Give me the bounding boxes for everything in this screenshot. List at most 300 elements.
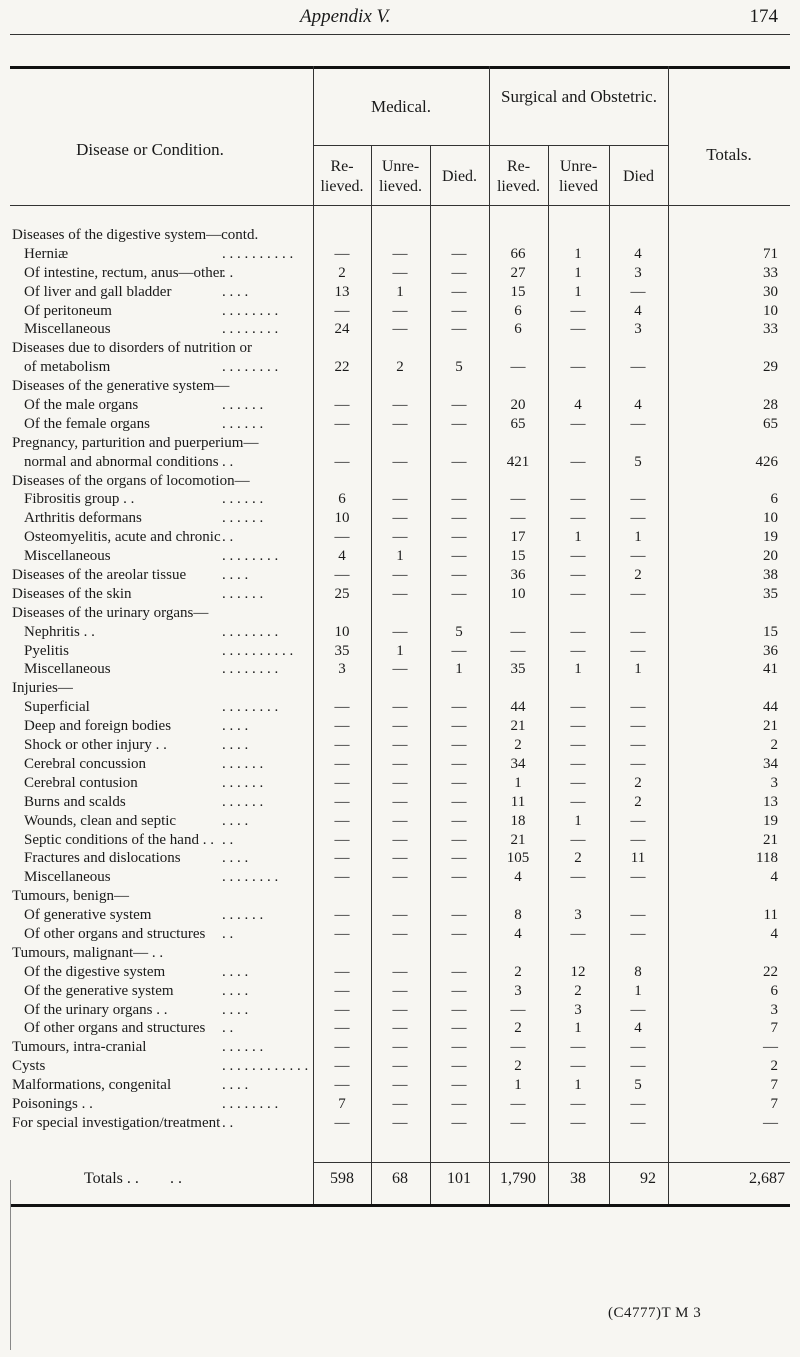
row-value: 105: [506, 850, 530, 867]
row-value: 421: [506, 453, 530, 470]
row-value: —: [510, 359, 526, 376]
table-row: [12, 812, 790, 831]
leader-dots: . . . . . .: [222, 397, 264, 414]
row-value: 38: [763, 567, 778, 584]
row-value: —: [451, 321, 467, 338]
table-row: [12, 831, 790, 850]
row-value: —: [451, 869, 467, 886]
table-row: [12, 679, 790, 698]
row-label: Miscellaneous: [24, 661, 111, 678]
row-value: —: [570, 642, 586, 659]
row-value: —: [570, 1058, 586, 1075]
row-value: —: [392, 963, 408, 980]
row-label: Pregnancy, parturition and puerperium—: [12, 434, 259, 451]
row-label: Of the urinary organs . .: [24, 1001, 168, 1018]
row-value: 3: [574, 1001, 582, 1018]
page-number: 174: [749, 6, 778, 27]
row-value: —: [451, 850, 467, 867]
row-value: —: [451, 302, 467, 319]
row-value: —: [510, 1001, 526, 1018]
row-value: 2: [770, 737, 778, 754]
row-value: —: [392, 397, 408, 414]
row-value: —: [570, 510, 586, 527]
row-value: 8: [514, 907, 522, 924]
row-label: Fractures and dislocations: [24, 850, 181, 867]
leader-dots: . . . . . . . .: [222, 548, 279, 565]
row-value: 44: [510, 699, 526, 716]
row-value: 1: [574, 661, 582, 678]
leader-dots: . .: [222, 264, 234, 281]
row-value: —: [451, 585, 467, 602]
row-value: 4: [634, 397, 642, 414]
row-value: —: [570, 1095, 586, 1112]
row-value: —: [451, 1058, 467, 1075]
row-value: —: [334, 699, 350, 716]
leader-dots: . .: [222, 453, 234, 470]
row-label: Wounds, clean and septic: [24, 812, 177, 829]
disease-column-header: Disease or Condition.: [76, 140, 224, 159]
row-value: 27: [510, 264, 526, 281]
row-value: —: [630, 737, 646, 754]
row-value: —: [392, 1095, 408, 1112]
row-label: Of other organs and structures: [24, 1020, 206, 1037]
row-value: —: [630, 831, 646, 848]
row-value: 44: [763, 699, 778, 716]
table-row: [12, 490, 790, 509]
row-value: 1: [634, 661, 642, 678]
row-value: —: [334, 737, 350, 754]
row-value: —: [630, 585, 646, 602]
leader-dots: . . . . . . . .: [222, 623, 279, 640]
row-value: —: [392, 529, 408, 546]
row-value: 3: [338, 661, 346, 678]
row-value: 1: [634, 982, 642, 999]
leader-dots: . .: [222, 1114, 234, 1131]
row-value: —: [570, 359, 586, 376]
row-value: —: [334, 982, 350, 999]
totals-leader-dots: . .: [170, 1170, 182, 1187]
row-value: 36: [763, 642, 778, 659]
row-value: —: [570, 453, 586, 470]
leader-dots: . . . . . . . . . .: [222, 642, 294, 659]
row-label: Tumours, malignant— . .: [12, 944, 164, 961]
table-row: [12, 1114, 790, 1133]
row-value: —: [392, 1114, 408, 1131]
row-value: 5: [455, 623, 463, 640]
row-value: —: [630, 925, 646, 942]
table-row: [12, 1095, 790, 1114]
leader-dots: . . . . . .: [222, 510, 264, 527]
row-label: of metabolism: [24, 359, 111, 376]
row-value: —: [570, 793, 586, 810]
row-value: —: [334, 245, 350, 262]
row-value: —: [451, 264, 467, 281]
row-label: Of the digestive system: [24, 963, 166, 980]
row-value: —: [451, 1001, 467, 1018]
row-value: —: [392, 585, 408, 602]
row-value: 28: [763, 397, 778, 414]
leader-dots: . . . . . . . . . . . .: [222, 1058, 309, 1075]
row-value: 1: [574, 529, 582, 546]
row-value: —: [334, 812, 350, 829]
row-value: —: [763, 1039, 778, 1056]
row-label: Of the generative system: [24, 982, 174, 999]
row-value: —: [451, 831, 467, 848]
margin-line: [10, 1180, 11, 1350]
row-value: —: [570, 302, 586, 319]
row-value: —: [334, 1039, 350, 1056]
row-value: 35: [763, 585, 778, 602]
medical-died-header: Died.: [441, 168, 478, 185]
table-row: [12, 1057, 790, 1076]
row-value: —: [451, 245, 467, 262]
row-value: 21: [763, 831, 778, 848]
row-value: 3: [770, 774, 778, 791]
row-value: 11: [510, 793, 526, 810]
table-row: [12, 1001, 790, 1020]
table-row: [12, 434, 790, 453]
leader-dots: . . . .: [222, 812, 249, 829]
row-value: —: [334, 963, 350, 980]
row-value: 2: [514, 963, 522, 980]
row-value: 33: [763, 264, 778, 281]
row-label: Nephritis . .: [24, 623, 95, 640]
row-value: 25: [334, 585, 350, 602]
row-label: Of peritoneum: [24, 302, 112, 319]
row-value: —: [451, 397, 467, 414]
row-value: —: [630, 1001, 646, 1018]
row-value: 1: [396, 548, 404, 565]
table-row: [12, 1038, 790, 1057]
leader-dots: . . . . . .: [222, 774, 264, 791]
row-label: Fibrositis group . .: [24, 491, 135, 508]
row-value: —: [510, 510, 526, 527]
row-value: —: [334, 755, 350, 772]
leader-dots: . . . . . . . .: [222, 302, 279, 319]
leader-dots: . . . . . . . .: [222, 1095, 279, 1112]
row-value: —: [334, 907, 350, 924]
row-value: —: [392, 774, 408, 791]
row-value: —: [392, 699, 408, 716]
row-value: 33: [763, 321, 778, 338]
row-value: 8: [634, 963, 642, 980]
row-value: —: [630, 812, 646, 829]
leader-dots: . . . . . . . .: [222, 359, 279, 376]
row-value: 2: [338, 264, 346, 281]
table-row: [12, 925, 790, 944]
row-value: 6: [770, 491, 778, 508]
totals-medical-died: 101: [447, 1170, 471, 1187]
row-value: —: [630, 283, 646, 300]
row-value: —: [570, 699, 586, 716]
row-value: —: [334, 831, 350, 848]
row-value: —: [570, 548, 586, 565]
row-value: 21: [510, 718, 526, 735]
row-value: 3: [770, 1001, 778, 1018]
table-row: [12, 698, 790, 717]
table-row: [12, 642, 790, 661]
leader-dots: . . . . . .: [222, 793, 264, 810]
row-value: —: [630, 907, 646, 924]
row-value: —: [392, 718, 408, 735]
row-value: 4: [338, 548, 346, 565]
row-value: 22: [763, 963, 778, 980]
row-label: Deep and foreign bodies: [24, 718, 172, 735]
row-value: —: [451, 1095, 467, 1112]
table-row: [12, 963, 790, 982]
row-value: 1: [455, 661, 463, 678]
row-value: 2: [574, 982, 582, 999]
row-value: 2: [770, 1058, 778, 1075]
table-row: [12, 264, 790, 283]
row-value: —: [392, 737, 408, 754]
row-label: Septic conditions of the hand . .: [24, 831, 214, 848]
table-row: [12, 585, 790, 604]
leader-dots: . . . . . . . .: [222, 699, 279, 716]
row-value: —: [630, 718, 646, 735]
row-value: 5: [455, 359, 463, 376]
leader-dots: . . . .: [222, 283, 249, 300]
row-label: Cysts: [12, 1058, 46, 1075]
table-top-rule: [10, 66, 790, 69]
leader-dots: . . . .: [222, 718, 249, 735]
leader-dots: . . . . . .: [222, 585, 264, 602]
row-value: —: [510, 491, 526, 508]
row-value: —: [392, 925, 408, 942]
row-value: —: [392, 850, 408, 867]
row-value: 36: [510, 567, 526, 584]
row-value: —: [451, 755, 467, 772]
leader-dots: . . . . . .: [222, 907, 264, 924]
row-value: —: [334, 1077, 350, 1094]
row-value: —: [451, 963, 467, 980]
totals-label: Totals . .: [84, 1170, 139, 1187]
table-row: [12, 302, 790, 321]
row-value: 19: [763, 529, 778, 546]
row-label: Diseases of the areolar tissue: [12, 567, 187, 584]
leader-dots: . .: [222, 831, 234, 848]
table-row: [12, 604, 790, 623]
row-value: 1: [574, 283, 582, 300]
table-row: [12, 660, 790, 679]
row-value: —: [392, 982, 408, 999]
row-value: 1: [574, 1020, 582, 1037]
row-label: Of liver and gall bladder: [24, 283, 172, 300]
row-label: Malformations, congenital: [12, 1077, 172, 1094]
row-value: 1: [514, 774, 522, 791]
row-value: —: [570, 869, 586, 886]
row-value: 6: [338, 491, 346, 508]
row-label: Osteomyelitis, acute and chronic: [24, 529, 221, 546]
leader-dots: . . . .: [222, 982, 249, 999]
leader-dots: . . . . . .: [222, 755, 264, 772]
row-label: Burns and scalds: [24, 793, 126, 810]
leader-dots: . . . .: [222, 1001, 249, 1018]
row-value: —: [630, 1039, 646, 1056]
row-value: —: [451, 491, 467, 508]
leader-dots: . . . . . . . . . .: [222, 245, 294, 262]
row-value: 3: [634, 321, 642, 338]
row-value: —: [451, 415, 467, 432]
row-value: —: [334, 774, 350, 791]
row-label: Of the female organs: [24, 415, 150, 432]
row-value: —: [451, 283, 467, 300]
row-label: Diseases of the generative system—: [12, 378, 230, 395]
row-value: —: [392, 1020, 408, 1037]
table-row: [12, 226, 790, 245]
row-value: 4: [770, 925, 778, 942]
medical-relieved-header: Re- lieved.: [320, 158, 364, 195]
row-value: —: [451, 529, 467, 546]
row-value: 2: [634, 774, 642, 791]
row-value: —: [334, 850, 350, 867]
row-value: 11: [763, 907, 778, 924]
row-value: 4: [634, 245, 642, 262]
row-value: —: [451, 567, 467, 584]
row-value: —: [510, 642, 526, 659]
row-value: —: [451, 737, 467, 754]
table-row: [12, 755, 790, 774]
row-value: 10: [334, 510, 350, 527]
row-value: —: [570, 567, 586, 584]
row-value: —: [630, 415, 646, 432]
row-label: Of the male organs: [24, 397, 139, 414]
row-label: Diseases of the urinary organs—: [12, 604, 209, 621]
row-value: —: [451, 812, 467, 829]
surgical-died-header: Died: [622, 168, 655, 185]
table-row: [12, 509, 790, 528]
row-value: 1: [634, 529, 642, 546]
row-value: 7: [770, 1095, 778, 1112]
row-value: 10: [763, 302, 778, 319]
table-row: [12, 547, 790, 566]
row-label: Tumours, benign—: [12, 888, 129, 905]
row-value: 7: [770, 1020, 778, 1037]
leader-dots: . .: [222, 925, 234, 942]
row-value: —: [392, 623, 408, 640]
row-value: 3: [574, 907, 582, 924]
row-value: —: [334, 529, 350, 546]
row-value: 15: [510, 283, 526, 300]
row-value: —: [392, 453, 408, 470]
row-value: —: [570, 755, 586, 772]
row-value: —: [334, 718, 350, 735]
row-value: 5: [634, 1077, 642, 1094]
row-value: —: [392, 1058, 408, 1075]
row-value: —: [451, 793, 467, 810]
row-value: 30: [763, 283, 778, 300]
row-value: 5: [634, 453, 642, 470]
row-value: 4: [634, 1020, 642, 1037]
row-value: —: [392, 264, 408, 281]
row-value: 4: [634, 302, 642, 319]
totals-medical-relieved: 598: [330, 1170, 354, 1187]
row-value: 2: [514, 1020, 522, 1037]
totals-column-header: Totals.: [706, 145, 752, 164]
row-value: —: [392, 510, 408, 527]
row-label: Injuries—: [12, 680, 73, 697]
row-value: —: [763, 1114, 778, 1131]
table-row: [12, 1076, 790, 1095]
table-row: [12, 906, 790, 925]
row-value: 34: [510, 755, 526, 772]
row-value: —: [451, 718, 467, 735]
row-value: —: [451, 1077, 467, 1094]
row-value: —: [451, 642, 467, 659]
row-value: 22: [334, 359, 350, 376]
row-value: 6: [514, 302, 522, 319]
row-label: Of other organs and structures: [24, 925, 206, 942]
table-row: [12, 1019, 790, 1038]
row-value: —: [510, 1095, 526, 1112]
medical-group-header: Medical.: [371, 97, 431, 116]
row-value: —: [510, 1114, 526, 1131]
row-value: —: [451, 1114, 467, 1131]
row-value: —: [334, 869, 350, 886]
surgical-relieved-header: Re- lieved.: [496, 158, 541, 195]
row-value: —: [334, 1001, 350, 1018]
row-value: —: [334, 453, 350, 470]
row-value: —: [451, 925, 467, 942]
row-value: 4: [514, 925, 522, 942]
row-value: —: [451, 1020, 467, 1037]
row-label: Miscellaneous: [24, 869, 111, 886]
table-row: [12, 849, 790, 868]
row-value: 29: [763, 359, 778, 376]
row-value: 3: [634, 264, 642, 281]
table-row: [12, 736, 790, 755]
row-value: —: [334, 397, 350, 414]
row-value: 35: [334, 642, 350, 659]
row-value: —: [451, 510, 467, 527]
table-row: [12, 415, 790, 434]
row-value: —: [630, 1114, 646, 1131]
row-value: 2: [514, 1058, 522, 1075]
row-value: 65: [510, 415, 526, 432]
row-value: —: [630, 869, 646, 886]
row-value: 4: [574, 397, 582, 414]
row-value: 17: [510, 529, 526, 546]
row-value: 1: [574, 264, 582, 281]
row-value: —: [630, 623, 646, 640]
row-label: Pyelitis: [24, 642, 70, 659]
row-value: 1: [396, 283, 404, 300]
row-value: 18: [510, 812, 526, 829]
totals-medical-unrelieved: 68: [392, 1170, 408, 1187]
leader-dots: . . . .: [222, 737, 249, 754]
row-value: 13: [334, 283, 350, 300]
row-label: Miscellaneous: [24, 548, 111, 565]
table-row: [12, 774, 790, 793]
totals-grand-total: 2,687: [749, 1170, 785, 1187]
row-value: 15: [763, 623, 778, 640]
row-label: Poisonings . .: [12, 1095, 93, 1112]
row-value: —: [334, 925, 350, 942]
table-row: [12, 339, 790, 358]
row-value: 2: [634, 793, 642, 810]
row-value: —: [570, 1039, 586, 1056]
row-value: 2: [574, 850, 582, 867]
surgical-group-header: Surgical and Obstetric.: [501, 87, 657, 106]
row-value: —: [451, 548, 467, 565]
table-row: [12, 320, 790, 339]
row-value: —: [334, 302, 350, 319]
row-value: —: [392, 1077, 408, 1094]
leader-dots: . . . . . .: [222, 415, 264, 432]
table-row: [12, 472, 790, 491]
table-row: [12, 717, 790, 736]
row-value: —: [451, 907, 467, 924]
